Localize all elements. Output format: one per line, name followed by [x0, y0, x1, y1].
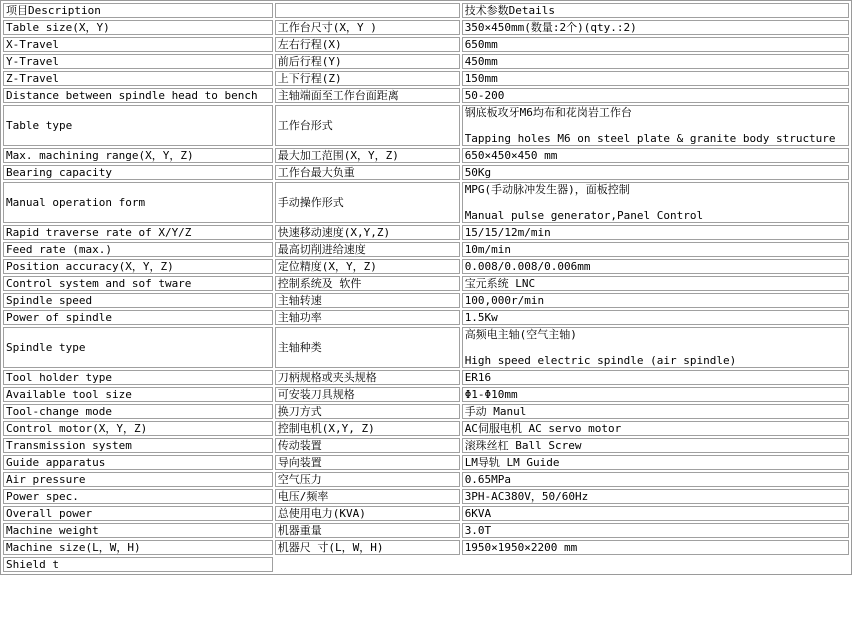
spec-value-cell: 宝元系统 LNC	[462, 276, 849, 291]
spec-table-body	[3, 3, 849, 572]
spec-name-en: Table size(X，Y)	[3, 20, 273, 35]
spec-value-cell: 350×450mm(数量:2个)(qty.:2)	[462, 20, 849, 35]
table-row	[3, 105, 849, 146]
spec-name-cn: 手动操作形式	[275, 182, 460, 223]
table-row	[3, 438, 849, 453]
spec-value-english: High speed electric spindle (air spindle)	[464, 354, 737, 367]
table-header-row	[3, 3, 849, 18]
table-row	[3, 225, 849, 240]
table-row	[3, 455, 849, 470]
spec-value-cell: 0.65MPa	[462, 472, 849, 487]
table-row	[3, 506, 849, 521]
table-row	[3, 20, 849, 35]
table-row	[3, 259, 849, 274]
spec-name-en: Guide apparatus	[3, 455, 273, 470]
spec-name-cn: 导向装置	[275, 455, 460, 470]
spec-value-cell: Φ1-Φ10mm	[462, 387, 849, 402]
table-row	[3, 327, 849, 368]
spec-name-cn: 工作台最大负重	[275, 165, 460, 180]
table-row	[3, 37, 849, 52]
line-gap	[465, 119, 846, 132]
spec-name-en: Machine size(L，W，H)	[3, 540, 273, 555]
spec-name-en: Transmission system	[3, 438, 273, 453]
spec-name-cn: 工作台尺寸(X，Y )	[275, 20, 460, 35]
table-row	[3, 71, 849, 86]
spec-value-cell: AC伺服电机 AC servo motor	[462, 421, 849, 436]
spec-value-cell: 150mm	[462, 71, 849, 86]
spec-value-cell: 3.0T	[462, 523, 849, 538]
table-row	[3, 370, 849, 385]
spec-name-cn: 可安装刀具规格	[275, 387, 460, 402]
table-row	[3, 54, 849, 69]
table-row	[3, 293, 849, 308]
spec-name-en: Machine weight	[3, 523, 273, 538]
table-row	[3, 489, 849, 504]
footer-row	[3, 557, 849, 572]
spec-name-cn: 控制电机(X,Y, Z)	[275, 421, 460, 436]
spec-name-en: Control motor(X，Y，Z)	[3, 421, 273, 436]
spec-value-cell: 50-200	[462, 88, 849, 103]
spec-name-en: Tool-change mode	[3, 404, 273, 419]
spec-name-en: Spindle speed	[3, 293, 273, 308]
spec-name-cn: 刀柄规格或夹头规格	[275, 370, 460, 385]
spec-name-cn: 总使用电力(KVA)	[275, 506, 460, 521]
table-row	[3, 387, 849, 402]
spec-value-cell: 15/15/12m/min	[462, 225, 849, 240]
spec-name-en: Manual operation form	[3, 182, 273, 223]
spec-name-cn: 主轴功率	[275, 310, 460, 325]
table-row	[3, 276, 849, 291]
spec-name-en: Bearing capacity	[3, 165, 273, 180]
spec-name-en: Position accuracy(X，Y，Z)	[3, 259, 273, 274]
spec-name-en: Control system and sof tware	[3, 276, 273, 291]
spec-name-en: Table type	[3, 105, 273, 146]
table-row	[3, 182, 849, 223]
spec-name-cn: 空气压力	[275, 472, 460, 487]
spec-value-cell	[462, 182, 849, 223]
spec-name-cn: 主轴种类	[275, 327, 460, 368]
shield-label: Shield t	[3, 557, 273, 572]
spec-name-cn: 前后行程(Y)	[275, 54, 460, 69]
spec-value-cell: 100,000r/min	[462, 293, 849, 308]
spec-value: MPG(手动脉冲发生器)，面板控制	[464, 183, 630, 196]
spec-name-en: Overall power	[3, 506, 273, 521]
spec-value: 高频电主轴(空气主轴)	[464, 328, 577, 341]
table-row	[3, 165, 849, 180]
spec-name-cn: 控制系统及 软件	[275, 276, 460, 291]
header-description: 项目Description	[3, 3, 273, 18]
spec-name-en: Distance between spindle head to bench	[3, 88, 273, 103]
spec-value-cell: LM导轨 LM Guide	[462, 455, 849, 470]
line-gap	[465, 196, 846, 209]
table-row	[3, 472, 849, 487]
table-row	[3, 148, 849, 163]
spec-value-cell: 3PH-AC380V，50/60Hz	[462, 489, 849, 504]
table-row	[3, 540, 849, 555]
spec-value-cell	[462, 327, 849, 368]
spec-name-en: Max. machining range(X，Y，Z)	[3, 148, 273, 163]
spec-name-cn: 上下行程(Z)	[275, 71, 460, 86]
spec-value-cell: 1.5Kw	[462, 310, 849, 325]
spec-name-cn: 机器尺 寸(L，W，H)	[275, 540, 460, 555]
spec-name-en: X-Travel	[3, 37, 273, 52]
spec-value-cell	[462, 105, 849, 146]
spec-name-en: Feed rate (max.)	[3, 242, 273, 257]
table-row	[3, 242, 849, 257]
spec-value-cell: 50Kg	[462, 165, 849, 180]
spec-name-en: Y-Travel	[3, 54, 273, 69]
table-row	[3, 310, 849, 325]
spec-value-cell: 650×450×450 mm	[462, 148, 849, 163]
spec-value-cell: 6KVA	[462, 506, 849, 521]
spec-name-en: Rapid traverse rate of X/Y/Z	[3, 225, 273, 240]
spec-value-english: Tapping holes M6 on steel plate & granite body structure	[464, 132, 836, 145]
header-empty	[275, 3, 460, 18]
spec-name-en: Available tool size	[3, 387, 273, 402]
table-row	[3, 523, 849, 538]
spec-name-en: Z-Travel	[3, 71, 273, 86]
spec-name-en: Air pressure	[3, 472, 273, 487]
spec-name-cn: 主轴转速	[275, 293, 460, 308]
spec-name-cn: 传动装置	[275, 438, 460, 453]
spec-name-cn: 主轴端面至工作台面距离	[275, 88, 460, 103]
spec-name-cn: 工作台形式	[275, 105, 460, 146]
spec-value-cell: 450mm	[462, 54, 849, 69]
spec-value-cell: 10m/min	[462, 242, 849, 257]
spec-name-cn: 最大加工范围(X，Y，Z)	[275, 148, 460, 163]
spec-value-cell: 0.008/0.008/0.006mm	[462, 259, 849, 274]
spec-name-en: Power spec.	[3, 489, 273, 504]
table-row	[3, 421, 849, 436]
spec-value-cell: 滚珠丝杠 Ball Screw	[462, 438, 849, 453]
spec-name-en: Tool holder type	[3, 370, 273, 385]
spec-value-english: Manual pulse generator,Panel Control	[464, 209, 704, 222]
spec-value-cell: 650mm	[462, 37, 849, 52]
spec-name-en: Spindle type	[3, 327, 273, 368]
table-row	[3, 88, 849, 103]
spec-name-cn: 换刀方式	[275, 404, 460, 419]
spec-name-cn: 最高切削进给速度	[275, 242, 460, 257]
spec-name-cn: 机器重量	[275, 523, 460, 538]
spec-value-cell: 1950×1950×2200 mm	[462, 540, 849, 555]
spec-value-cell: ER16	[462, 370, 849, 385]
spec-name-en: Power of spindle	[3, 310, 273, 325]
spec-name-cn: 快速移动速度(X,Y,Z)	[275, 225, 460, 240]
header-details: 技术参数Details	[462, 3, 849, 18]
spec-value: 钢底板攻牙M6均布和花岗岩工作台	[464, 106, 632, 119]
table-row	[3, 404, 849, 419]
spec-value-cell: 手动 Manul	[462, 404, 849, 419]
line-gap	[465, 341, 846, 354]
spec-name-cn: 电压/频率	[275, 489, 460, 504]
spec-name-cn: 左右行程(X)	[275, 37, 460, 52]
spec-name-cn: 定位精度(X，Y，Z)	[275, 259, 460, 274]
